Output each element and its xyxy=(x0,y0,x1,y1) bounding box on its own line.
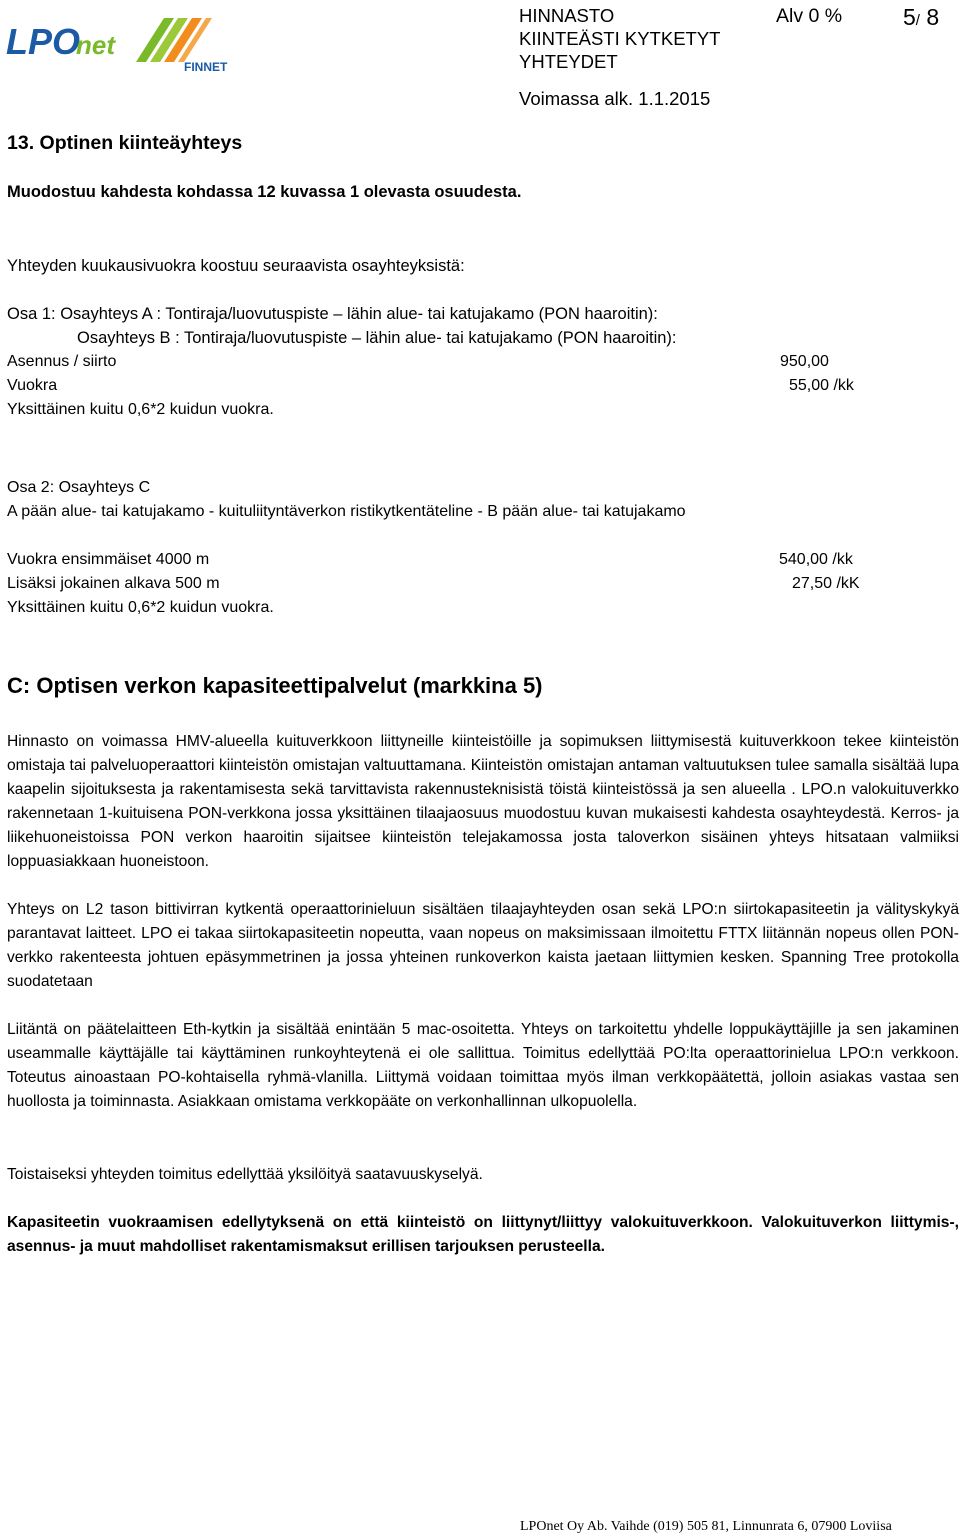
osa2-row-amount: 540,00 /kk xyxy=(779,551,853,568)
header-valid-from: Voimassa alk. 1.1.2015 xyxy=(519,88,711,109)
osa1-row-label: Asennus / siirto xyxy=(7,353,117,370)
section-13-heading: 13. Optinen kiinteäyhteys xyxy=(7,132,243,154)
logo-graphic xyxy=(6,14,246,76)
osa1-row-amount: 55,00 /kk xyxy=(789,377,854,394)
svg-text:FINNET: FINNET xyxy=(184,60,228,74)
svg-text:LPO: LPO xyxy=(6,21,81,62)
osa2-row-label: Lisäksi jokainen alkava 500 m xyxy=(7,575,220,592)
osa2-row-label: Vuokra ensimmäiset 4000 m xyxy=(7,551,210,568)
osa2-row-amount: 27,50 /kK xyxy=(792,575,860,592)
lponet-logo xyxy=(6,14,246,76)
section-c-paragraph: Hinnasto on voimassa HMV-alueella kuituverkkoon liittyneille kiinteistöille ja sopimuksen liittymisestä kuituverkkoon tekee kiinteistön omistaja tai palveluoperaattori kiinteistön omistajan valtuuttamana. Kiinteistön omistajan antaman valtuutuksen tulee samalla sisältää lupa kaapelin sijoituksesta ja rakentamisesta sekä tarvittavista rakennusteknisistä töistä kiinteistössä ja sen alueella . LPO.n valokuituverkko rakennetaan 1-kuituisena PON-verkkona jossa yksittäinen tilaajaosuus muodostuu kuvan mukaisesti kahdesta osayhteydestä. Kerros- ja liikehuoneistoissa PON verkon haaroitin sijaitsee kiinteistön telejakamossa josta taloverkon sisäinen yhteys hitsataan valmiiksi loppuasiakkaan huoneistoon. xyxy=(7,733,959,870)
section-c-heading: C: Optisen verkon kapasiteettipalvelut (markkina 5) xyxy=(7,673,543,698)
osa1-row-amount: 950,00 xyxy=(780,353,829,370)
svg-text:net: net xyxy=(76,30,115,60)
section-13-subtitle: Muodostuu kahdesta kohdassa 12 kuvassa 1 olevasta osuudesta. xyxy=(7,183,522,201)
page-separator: / xyxy=(915,12,920,29)
section-c-paragraph: Liitäntä on päätelaitteen Eth-kytkin ja sisältää enintään 5 mac-osoitetta. Yhteys on tarkoitettu yhdelle loppukäyttäjille ja sen jakaminen useammalle käyttäjälle tai käyttäminen runkoyhteytenä ei ole sallittua. Toimitus edellyttää PO:lta operaattorinielua LPO:n verkkoon. Toteutus ainoastaan PO-kohtaisella ryhmä-vlanilla. Liittymä voidaan toimittaa myös ilman verkkopäätettä, jolloin asiakas vastaa sen huollosta ja toiminnasta. Asiakkaan omistama verkkopääte on verkonhallinnan ulkopuolella. xyxy=(7,1021,959,1110)
osa2-note: Yksittäinen kuitu 0,6*2 kuidun vuokra. xyxy=(7,599,274,616)
section-13-intro: Yhteyden kuukausivuokra koostuu seuraavista osayhteyksistä: xyxy=(7,257,465,275)
osa1-line1: Osa 1: Osayhteys A : Tontiraja/luovutuspiste – lähin alue- tai katujakamo (PON haaroitin): xyxy=(7,305,658,323)
vat-label: Alv 0 % xyxy=(776,5,843,27)
section-c-bold-paragraph: Kapasiteetin vuokraamisen edellytyksenä on että kiinteistö on liittynyt/liittyy valokuituverkkoon. Valokuituverkon liittymis-, asennus- ja muut mahdolliset rakentamismaksut erillisen tarjouksen perusteella. xyxy=(7,1214,959,1255)
osa1-row-label: Vuokra xyxy=(7,377,58,394)
header-title-line3: YHTEYDET xyxy=(519,51,618,72)
footer-contact: LPOnet Oy Ab. Vaihde (019) 505 81, Linnunrata 6, 07900 Loviisa xyxy=(520,1519,892,1534)
section-c-paragraph: Toistaiseksi yhteyden toimitus edellyttää yksilöityä saatavuuskyselyä. xyxy=(7,1166,483,1183)
header-title-line2: KIINTEÄSTI KYTKETYT xyxy=(519,28,721,49)
page-total: 8 xyxy=(926,4,940,30)
section-c-paragraph: Yhteys on L2 tason bittivirran kytkentä operaattorinieluun sisältäen tilaajayhteyden osan sekä LPO:n siirtokapasiteetin ja välityskykyä parantavat laitteet. LPO ei takaa siirtokapasiteetin nopeutta, vaan nopeus on maksimissaan ilmoitettu FTTX liitännän nopeus ollen PON-verkko rakenteesta johtuen epäsymmetrinen ja jossa yhteinen runkoverkon kaista jaetaan liittymien kesken. Spanning Tree protokolla suodatetaan xyxy=(7,901,959,990)
osa2-title: Osa 2: Osayhteys C xyxy=(7,479,151,496)
header-title-block xyxy=(519,4,720,110)
osa1-line2: Osayhteys B : Tontiraja/luovutuspiste – lähin alue- tai katujakamo (PON haaroitin): xyxy=(77,329,677,347)
osa2-description: A pään alue- tai katujakamo - kuituliityntäverkon ristikytkentäteline - B pään alue- tai katujakamo xyxy=(7,503,686,520)
header-title-line1: HINNASTO xyxy=(519,5,615,26)
page-current: 5 xyxy=(903,4,916,30)
osa1-note: Yksittäinen kuitu 0,6*2 kuidun vuokra. xyxy=(7,401,274,418)
page-number xyxy=(903,4,939,31)
